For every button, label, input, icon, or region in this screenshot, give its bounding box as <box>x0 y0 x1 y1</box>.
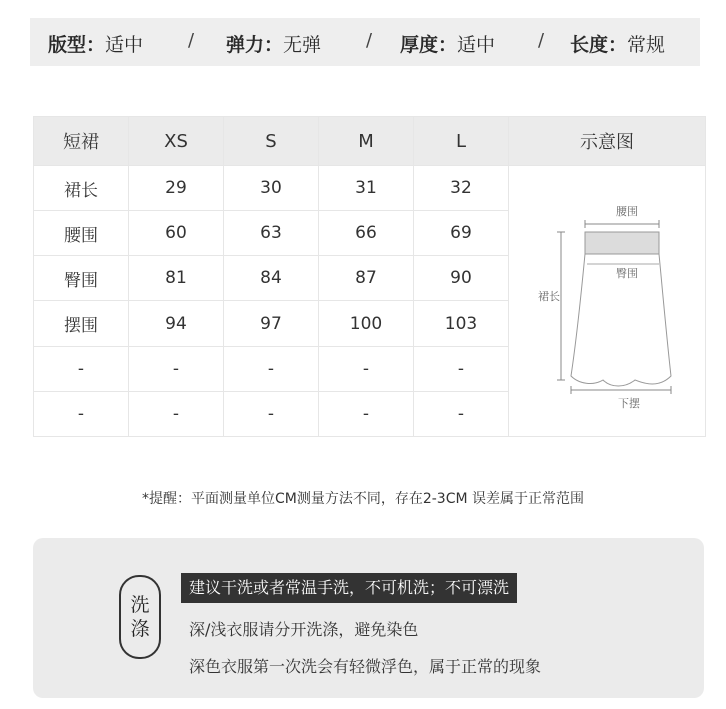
wash-highlight-line: 建议干洗或者常温手洗，不可机洗；不可漂洗 <box>181 573 517 603</box>
table-cell: 69 <box>414 211 509 256</box>
row-label: 腰围 <box>34 211 129 256</box>
attr-fit-label: 版型 <box>48 34 87 56</box>
attr-fit <box>48 30 143 57</box>
waist-label: 腰围 <box>616 205 638 218</box>
table-cell: - <box>414 346 509 391</box>
diagram-header: 示意图 <box>509 117 706 166</box>
wash-line: 深/浅衣服请分开洗涤，避免染色 <box>189 620 419 639</box>
table-cell: - <box>319 391 414 436</box>
table-cell: 63 <box>224 211 319 256</box>
attr-elasticity-value: 无弹 <box>283 34 322 56</box>
wash-icon-char-bottom: 涤 <box>130 618 150 640</box>
wash-icon <box>119 575 161 659</box>
colon: ： <box>86 34 106 56</box>
size-header: XS <box>129 117 224 166</box>
table-cell: - <box>319 346 414 391</box>
table-cell: 90 <box>414 256 509 301</box>
attr-length-label: 长度 <box>570 34 609 56</box>
attr-fit-value: 适中 <box>105 34 144 56</box>
hip-label: 臀围 <box>616 267 638 280</box>
separator: / <box>188 30 195 51</box>
wash-icon-char-top: 洗 <box>130 594 150 616</box>
row-label: - <box>34 391 129 436</box>
attr-elasticity <box>226 30 321 57</box>
size-header: S <box>224 117 319 166</box>
row-label: - <box>34 346 129 391</box>
attr-thickness <box>400 30 495 57</box>
table-cell: 84 <box>224 256 319 301</box>
wash-line: 深色衣服第一次洗会有轻微浮色，属于正常的现象 <box>189 657 542 676</box>
measurement-note: *提醒：平面测量单位CM测量方法不同，存在2-3CM 误差属于正常范围 <box>141 491 585 507</box>
size-header: L <box>414 117 509 166</box>
table-cell: - <box>414 391 509 436</box>
table-cell: 66 <box>319 211 414 256</box>
length-label: 裙长 <box>538 290 560 303</box>
separator: / <box>366 30 373 51</box>
table-row <box>34 166 706 211</box>
table-cell: 31 <box>319 166 414 211</box>
attr-elasticity-label: 弹力 <box>226 34 265 56</box>
table-cell: - <box>129 346 224 391</box>
colon: ： <box>264 34 284 56</box>
skirt-diagram <box>509 166 705 436</box>
attribute-bar <box>30 18 700 66</box>
table-cell: 32 <box>414 166 509 211</box>
table-cell: 97 <box>224 301 319 346</box>
attr-thickness-value: 适中 <box>457 34 496 56</box>
attr-thickness-label: 厚度 <box>400 34 439 56</box>
table-header-row <box>34 117 706 166</box>
wash-instructions <box>33 538 704 698</box>
size-table <box>33 116 706 437</box>
table-cell: 81 <box>129 256 224 301</box>
skirt-diagram-cell <box>509 166 706 437</box>
hem-label: 下摆 <box>618 397 640 410</box>
table-cell: 94 <box>129 301 224 346</box>
table-cell: - <box>129 391 224 436</box>
attr-length-value: 常规 <box>627 34 666 56</box>
table-cell: 30 <box>224 166 319 211</box>
table-cell: - <box>224 346 319 391</box>
table-cell: 60 <box>129 211 224 256</box>
size-header: M <box>319 117 414 166</box>
row-label: 摆围 <box>34 301 129 346</box>
table-cell: 87 <box>319 256 414 301</box>
colon: ： <box>608 34 628 56</box>
table-corner: 短裙 <box>34 117 129 166</box>
row-label: 裙长 <box>34 166 129 211</box>
colon: ： <box>438 34 458 56</box>
row-label: 臀围 <box>34 256 129 301</box>
table-cell: 29 <box>129 166 224 211</box>
attr-length <box>570 30 665 57</box>
table-cell: - <box>224 391 319 436</box>
separator: / <box>538 30 545 51</box>
table-cell: 103 <box>414 301 509 346</box>
table-cell: 100 <box>319 301 414 346</box>
waistband <box>585 232 659 254</box>
